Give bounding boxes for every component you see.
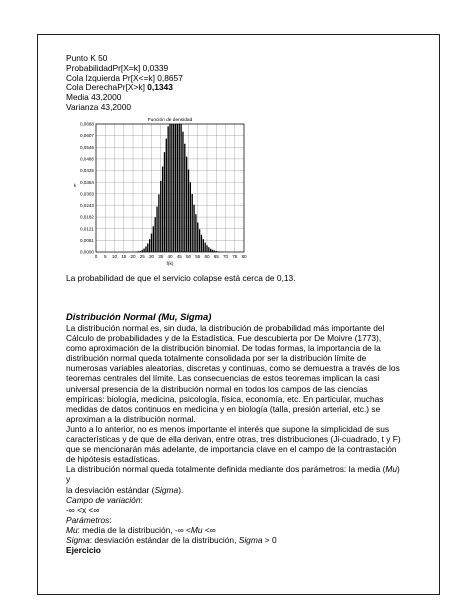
chart-y-tick-label: 0,0182 bbox=[79, 214, 94, 220]
parametros-label: Parámetros bbox=[66, 514, 110, 525]
chart-bar bbox=[145, 246, 146, 252]
sigma-def-close: ). bbox=[178, 484, 184, 495]
chart-bar bbox=[186, 157, 187, 252]
chart-x-tick-label: 55 bbox=[195, 254, 201, 259]
stat-cola-izquierda: Cola Izquierda Pr[X<=k] 0,8657 bbox=[66, 72, 183, 83]
chart-bar bbox=[167, 126, 168, 252]
stat-varianza: Varianza 43,2000 bbox=[66, 101, 132, 112]
chart-y-tick-label: 0,0425 bbox=[79, 168, 94, 174]
chart-bar bbox=[184, 144, 185, 252]
chart-bar bbox=[188, 170, 189, 252]
chart-y-tick-label: 0,0243 bbox=[79, 203, 94, 209]
chart-y-tick-label: 0,0486 bbox=[79, 156, 94, 162]
chart-bar bbox=[156, 207, 157, 252]
chart-bar bbox=[162, 167, 163, 252]
stat-punto: Punto K 50 bbox=[66, 53, 108, 63]
chart-y-tick-label: 0,0303 bbox=[79, 191, 94, 197]
chart-y-tick-label: 0,0000 bbox=[79, 249, 94, 255]
chart-bar bbox=[158, 194, 159, 252]
chart-y-tick-label: 0,0061 bbox=[79, 237, 94, 243]
chart-title: Función de densidad bbox=[147, 118, 193, 123]
chart-x-tick-label: 70 bbox=[222, 254, 229, 259]
chart-bar bbox=[166, 139, 167, 252]
intro-line: universal presencia de la distribución normal en todos los campos de las ciencias bbox=[66, 383, 368, 394]
chart-bars bbox=[134, 124, 224, 252]
sigma-def-text: la desviación estándar ( bbox=[66, 484, 155, 495]
chart-bar bbox=[179, 124, 180, 252]
params-line bbox=[66, 464, 411, 474]
chart-bar bbox=[190, 182, 191, 252]
intro-line: numerosas variables aleatorias, discretas y continuas, como se demuestra a través de los bbox=[66, 363, 400, 374]
chart-bar bbox=[177, 124, 178, 252]
chart-bar bbox=[153, 226, 154, 252]
chart-bar bbox=[169, 124, 170, 252]
mu-term: Mu bbox=[385, 464, 398, 475]
sigma-param-line bbox=[66, 535, 411, 545]
chart-bar bbox=[195, 214, 196, 252]
chart-x-tick-label: 50 bbox=[185, 254, 192, 259]
chart-y-ticks bbox=[80, 122, 94, 255]
density-chart bbox=[66, 116, 246, 266]
chart-x-tick-label: 80 bbox=[241, 254, 247, 259]
campo-range: -∞ <x <∞ bbox=[66, 504, 100, 515]
chart-bar bbox=[155, 217, 156, 252]
mu-inline: Mu bbox=[190, 524, 203, 535]
campo-colon: : bbox=[140, 494, 143, 505]
chart-x-tick-label: 5 bbox=[103, 254, 107, 259]
intro-line: que se mencionarán más adelante, de importancia clave en el campo de la contrastación bbox=[66, 444, 397, 455]
chart-bar bbox=[208, 247, 209, 252]
section-title: Distribución Normal (Mu, Sigma) bbox=[66, 311, 212, 322]
chart-bar bbox=[199, 229, 200, 252]
chart-bar bbox=[147, 243, 148, 252]
intro-line: Junto a lo anterior, no es menos importante el interés que supone la simplicidad de sus bbox=[66, 423, 390, 434]
campo-label: Campo de variación bbox=[66, 494, 141, 505]
chart-y-tick-label: 0,0546 bbox=[79, 144, 94, 150]
chart-bar bbox=[206, 245, 207, 252]
chart-bar bbox=[182, 132, 183, 252]
intro-line: empíricas: biología, medicina, psicología, física, economía, etc. En particular, muchas bbox=[66, 393, 384, 404]
chart-y-tick-label: 0,0121 bbox=[79, 226, 94, 232]
intro-line: La distribución normal es, sin duda, la distribución de probabilidad más importante del bbox=[66, 323, 385, 333]
density-chart-svg bbox=[66, 116, 246, 266]
campo-line bbox=[66, 495, 411, 505]
chart-x-tick-label: 40 bbox=[167, 254, 173, 259]
conclusion-text: La probabilidad de que el servicio colapse está cerca de 0,13. bbox=[66, 273, 296, 283]
chart-y-tick-label: 0,0668 bbox=[79, 121, 94, 127]
chart-x-tick-label: 15 bbox=[121, 254, 127, 259]
chart-bar bbox=[180, 124, 181, 252]
params-close: ) bbox=[397, 464, 400, 475]
chart-bar bbox=[143, 249, 144, 252]
chart-bar bbox=[151, 234, 152, 252]
chart-x-tick-label: 45 bbox=[176, 254, 182, 259]
chart-bar bbox=[149, 239, 150, 252]
intro-line: teoremas centrales del límite. Las consecuencias de estos teoremas implican la casi bbox=[66, 373, 380, 384]
sigma-line bbox=[66, 485, 411, 495]
intro-line: de hipótesis estadísticas. bbox=[66, 454, 160, 465]
mu-label: Mu bbox=[66, 524, 78, 535]
params-text: La distribución normal queda totalmente definida mediante dos parámetros: la media ( bbox=[66, 464, 386, 475]
chart-bar bbox=[160, 181, 161, 252]
sigma-label: Sigma bbox=[66, 534, 90, 545]
intro-line: como aproximación de la distribución binomial. De todas formas, la importancia de la bbox=[66, 343, 381, 354]
stat-cola-derecha-value: 0,1343 bbox=[147, 82, 173, 93]
chart-bar bbox=[201, 235, 202, 252]
chart-bar bbox=[204, 243, 205, 252]
params-y-line: y bbox=[66, 474, 71, 485]
mu-line bbox=[66, 525, 411, 535]
chart-bar bbox=[164, 152, 165, 252]
intro-paragraph bbox=[66, 323, 411, 464]
intro-line: características y de que de ella derivan, entre otras, tres distribuciones (Ji-cuadrado, t y F) bbox=[66, 434, 401, 445]
chart-bar bbox=[197, 222, 198, 252]
sigma-end: > 0 bbox=[262, 534, 277, 545]
stats-block bbox=[66, 54, 183, 113]
chart-x-tick-label: 25 bbox=[139, 254, 145, 259]
chart-x-tick-label: 10 bbox=[111, 254, 118, 259]
intro-line: Cálculo de probabilidades y de la Estadística. Fue descubierta por De Moivre (1773), bbox=[66, 333, 382, 344]
sigma-text: : desviación estándar de la distribución, bbox=[89, 534, 239, 545]
chart-bar bbox=[173, 124, 174, 252]
mu-text: : media de la distribución, -∞ < bbox=[77, 524, 191, 535]
ejercicio-heading: Ejercicio bbox=[66, 545, 101, 556]
sigma-inline: Sigma bbox=[238, 534, 263, 545]
chart-x-axis-label: f(k) bbox=[166, 262, 174, 267]
stat-media: Media 43,2000 bbox=[66, 92, 122, 103]
chart-bar bbox=[193, 205, 194, 252]
chart-bar bbox=[175, 124, 176, 252]
chart-x-tick-label: 35 bbox=[158, 254, 164, 259]
chart-x-tick-label: 75 bbox=[232, 254, 238, 259]
chart-y-tick-label: 0,0607 bbox=[79, 133, 94, 139]
chart-x-tick-label: 65 bbox=[213, 254, 219, 259]
chart-bar bbox=[192, 194, 193, 252]
chart-bar bbox=[171, 124, 172, 252]
parametros-colon: : bbox=[109, 514, 112, 525]
parametros-line bbox=[66, 515, 411, 525]
stat-cola-derecha-label: Cola DerechaPr[X>k] bbox=[66, 82, 148, 93]
chart-bar bbox=[210, 249, 211, 252]
chart-x-tick-label: 20 bbox=[130, 254, 136, 259]
chart-x-tick-label: 0 bbox=[94, 254, 98, 259]
mu-end: <∞ bbox=[202, 524, 216, 535]
chart-x-tick-label: 30 bbox=[148, 254, 155, 259]
normal-distribution-section bbox=[66, 311, 411, 555]
intro-line: medidas de datos continuos en medicina y en biología (talla, presión arterial, etc.) se bbox=[66, 403, 381, 414]
chart-bar bbox=[203, 239, 204, 252]
chart-y-axis-label: k bbox=[73, 184, 77, 189]
stat-probabilidad: ProbabilidadPr[X=k] 0,0339 bbox=[66, 62, 169, 73]
intro-line: aproximan a la distribución normal. bbox=[66, 413, 196, 424]
intro-line: distribución normal queda totalmente consolidada por ser la distribución límite de bbox=[66, 353, 367, 364]
sigma-term: Sigma bbox=[154, 484, 179, 495]
chart-x-tick-label: 60 bbox=[204, 254, 210, 259]
chart-y-tick-label: 0,0364 bbox=[79, 179, 94, 185]
chart-x-ticks bbox=[95, 254, 247, 259]
